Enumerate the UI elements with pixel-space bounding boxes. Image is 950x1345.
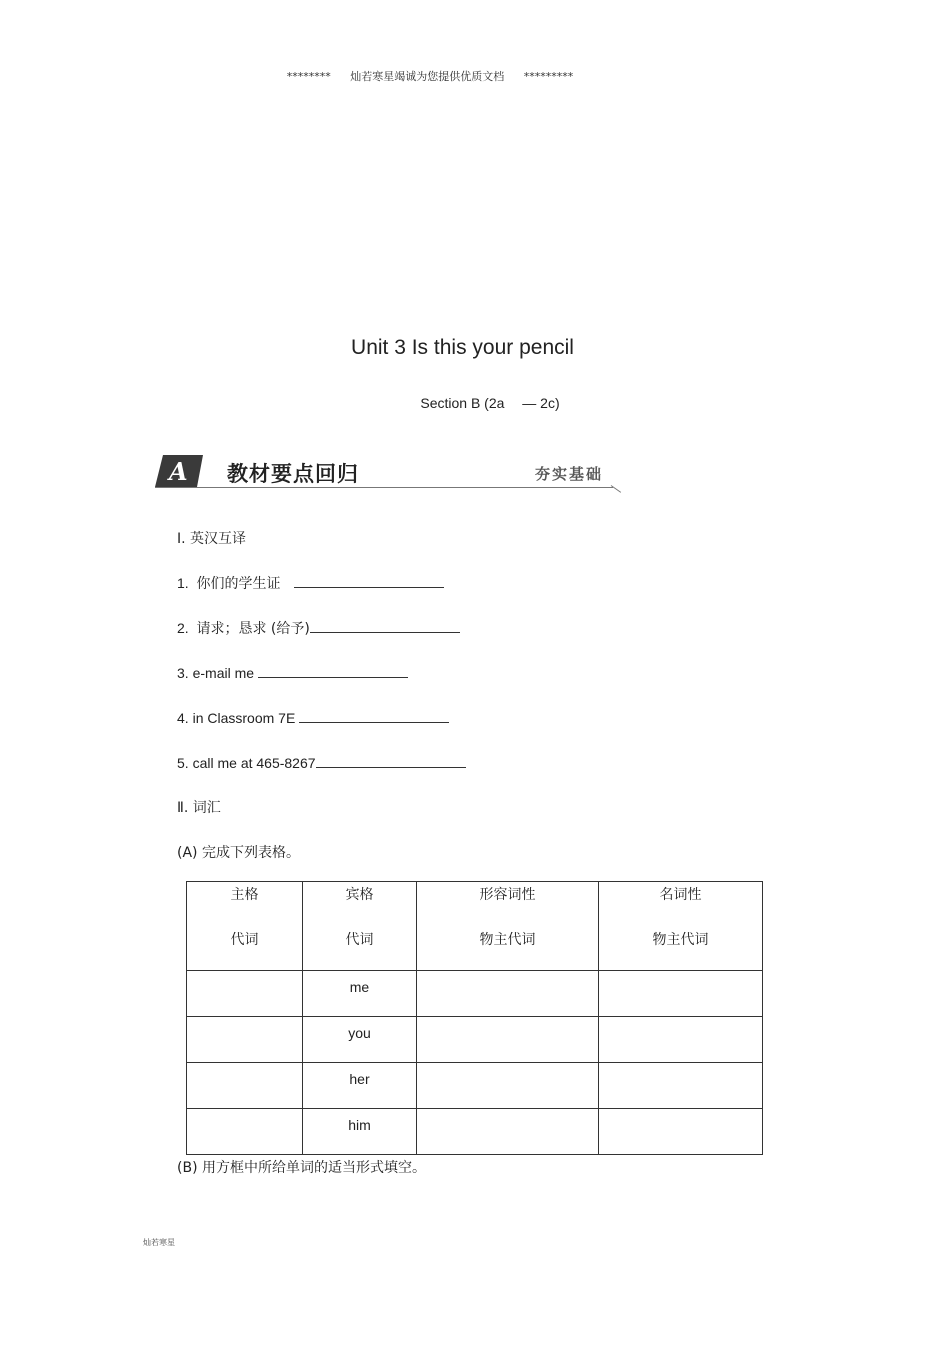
given-cell: him	[303, 1109, 417, 1155]
answer-cell[interactable]	[417, 1109, 599, 1155]
exercise-item	[177, 753, 466, 771]
answer-cell[interactable]	[599, 1017, 763, 1063]
answer-cell[interactable]	[187, 1109, 303, 1155]
answer-blank[interactable]	[310, 618, 460, 633]
item-number: 3.	[177, 665, 189, 681]
page-footer: 灿若寒星	[143, 1238, 175, 1247]
header-cell: 形容词性 物主代词	[417, 882, 599, 971]
given-cell: her	[303, 1063, 417, 1109]
table-row	[187, 1017, 763, 1063]
answer-cell[interactable]	[187, 1063, 303, 1109]
item-text: 请求；恳求 (给予)	[196, 621, 310, 637]
answer-cell[interactable]	[417, 971, 599, 1017]
document-title: Unit 3 Is this your pencil	[351, 336, 574, 359]
answer-cell[interactable]	[417, 1063, 599, 1109]
item-number: 1.	[177, 575, 189, 591]
section2-heading: Ⅱ. 词汇	[177, 800, 221, 816]
part-a-instruction: (A) 完成下列表格。	[177, 845, 300, 861]
exercise-item	[177, 573, 444, 593]
answer-cell[interactable]	[417, 1017, 599, 1063]
header-cell: 主格 代词	[187, 882, 303, 971]
exercise-item	[177, 618, 460, 638]
item-number: 4.	[177, 710, 189, 726]
item-text: call me at 465-8267	[192, 755, 316, 771]
answer-cell[interactable]	[599, 1063, 763, 1109]
section1-heading: Ⅰ. 英汉互译	[177, 531, 247, 547]
given-cell: you	[303, 1017, 417, 1063]
section-banner	[155, 455, 625, 500]
item-text: 你们的学生证	[196, 576, 281, 592]
answer-cell[interactable]	[187, 971, 303, 1017]
pronoun-table	[186, 881, 763, 1155]
answer-blank[interactable]	[316, 753, 466, 768]
header-cell: 宾格 代词	[303, 882, 417, 971]
item-number: 2.	[177, 620, 189, 636]
banner-rule	[155, 487, 613, 488]
given-cell: me	[303, 971, 417, 1017]
exercise-item	[177, 663, 408, 681]
banner-badge-letter: A	[169, 457, 188, 486]
header-stars-left: ********	[286, 70, 331, 83]
answer-blank[interactable]	[299, 708, 449, 723]
exercise-item	[177, 708, 449, 726]
banner-tag: 夯实基础	[535, 465, 604, 483]
table-header-row	[187, 882, 763, 971]
table-row	[187, 1063, 763, 1109]
table-row	[187, 1109, 763, 1155]
item-text: e-mail me	[192, 665, 255, 681]
answer-blank[interactable]	[258, 663, 408, 678]
banner-title: 教材要点回归	[227, 462, 359, 486]
item-text: in Classroom 7E	[192, 710, 296, 726]
answer-cell[interactable]	[599, 971, 763, 1017]
table-row	[187, 971, 763, 1017]
header-stars-right: *********	[523, 70, 574, 83]
header-cell: 名词性 物主代词	[599, 882, 763, 971]
banner-rule-tail	[611, 485, 621, 493]
answer-blank[interactable]	[294, 573, 444, 588]
part-b-instruction: (B) 用方框中所给单词的适当形式填空。	[177, 1160, 426, 1176]
header-text: 灿若寒星竭诚为您提供优质文档	[350, 70, 505, 83]
item-number: 5.	[177, 755, 189, 771]
page-header	[0, 68, 860, 84]
document-subtitle: Section B (2a — 2c)	[420, 395, 560, 411]
answer-cell[interactable]	[187, 1017, 303, 1063]
answer-cell[interactable]	[599, 1109, 763, 1155]
